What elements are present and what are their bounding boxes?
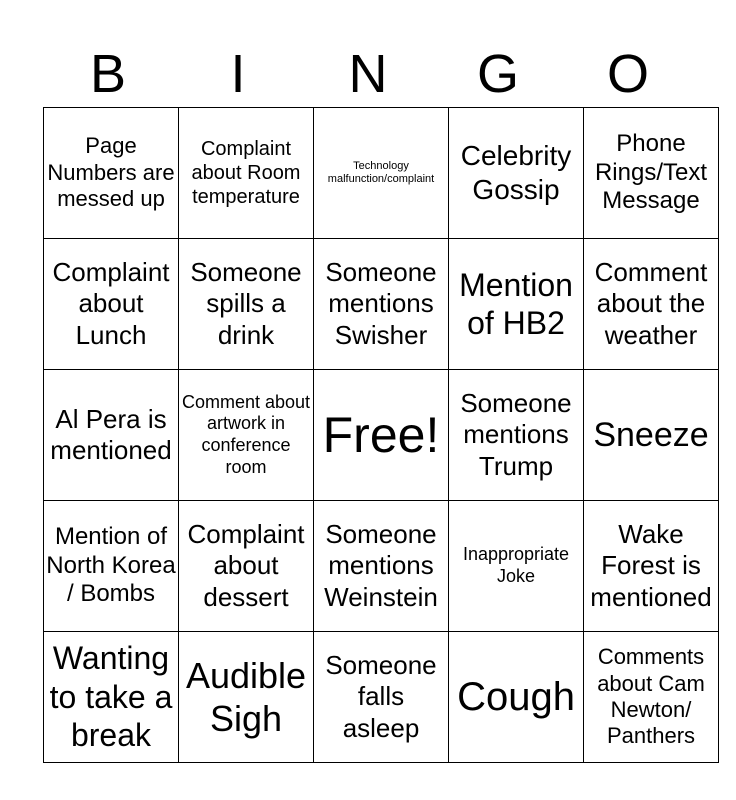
header-letter-g: G bbox=[476, 44, 519, 104]
bingo-cell[interactable] bbox=[584, 108, 719, 239]
bingo-cell[interactable] bbox=[179, 501, 314, 632]
bingo-cell[interactable] bbox=[179, 632, 314, 763]
cell-text: Wake Forest is mentioned bbox=[590, 519, 712, 612]
header-letter-o: O bbox=[606, 44, 649, 104]
bingo-cell[interactable] bbox=[44, 501, 179, 632]
cell-text: Complaint about Lunch bbox=[52, 257, 170, 350]
board-row bbox=[44, 501, 719, 632]
bingo-cell[interactable] bbox=[44, 108, 179, 239]
bingo-cell[interactable] bbox=[314, 501, 449, 632]
cell-text: Mention of North Korea / Bombs bbox=[46, 522, 176, 608]
cell-text: Someone mentions Trump bbox=[460, 388, 572, 481]
bingo-cell[interactable] bbox=[44, 239, 179, 370]
bingo-cell[interactable] bbox=[584, 370, 719, 501]
bingo-cell[interactable] bbox=[314, 632, 449, 763]
bingo-cell[interactable] bbox=[449, 370, 584, 501]
bingo-cell[interactable] bbox=[449, 239, 584, 370]
bingo-cell[interactable] bbox=[314, 370, 449, 501]
bingo-cell[interactable] bbox=[584, 501, 719, 632]
board-row bbox=[44, 108, 719, 239]
bingo-cell[interactable] bbox=[449, 501, 584, 632]
cell-text: Comments about Cam Newton/ Panthers bbox=[597, 644, 705, 749]
cell-text: Cough bbox=[457, 675, 575, 719]
bingo-cell[interactable] bbox=[44, 370, 179, 501]
cell-text: Mention of HB2 bbox=[459, 266, 573, 341]
header-letter-n: N bbox=[348, 44, 388, 104]
cell-text: Page Numbers are messed up bbox=[47, 133, 175, 212]
cell-text: Comment about artwork in conference room bbox=[181, 391, 311, 477]
bingo-cell[interactable] bbox=[314, 108, 449, 239]
cell-text: Audible Sigh bbox=[185, 654, 307, 739]
cell-text: Complaint about Room temperature bbox=[191, 138, 301, 208]
cell-text: Phone Rings/Text Message bbox=[594, 129, 708, 215]
cell-text: Technology malfunction/complaint bbox=[327, 159, 435, 185]
cell-text: Sneeze bbox=[593, 415, 709, 454]
bingo-cell[interactable] bbox=[584, 632, 719, 763]
cell-text: Celebrity Gossip bbox=[460, 140, 572, 205]
cell-text: Al Pera is mentioned bbox=[50, 403, 172, 465]
header-letter-i: I bbox=[230, 44, 246, 104]
bingo-cell[interactable] bbox=[449, 108, 584, 239]
cell-text: Someone mentions Weinstein bbox=[324, 519, 438, 612]
cell-text: Complaint about dessert bbox=[187, 519, 305, 612]
bingo-cell[interactable] bbox=[179, 108, 314, 239]
board-row bbox=[44, 632, 719, 763]
cell-text: Someone mentions Swisher bbox=[325, 257, 437, 350]
bingo-header bbox=[43, 40, 693, 108]
board-row bbox=[44, 370, 719, 501]
bingo-cell[interactable] bbox=[44, 632, 179, 763]
bingo-cell[interactable] bbox=[314, 239, 449, 370]
bingo-cell[interactable] bbox=[179, 370, 314, 501]
cell-text: Inappropriate Joke bbox=[462, 544, 570, 586]
free-cell-text: Free! bbox=[322, 407, 440, 463]
bingo-cell[interactable] bbox=[584, 239, 719, 370]
bingo-board bbox=[43, 107, 719, 763]
board-row bbox=[44, 239, 719, 370]
header-letter-b: B bbox=[89, 44, 127, 104]
bingo-cell[interactable] bbox=[179, 239, 314, 370]
cell-text: Wanting to take a break bbox=[49, 640, 173, 754]
cell-text: Someone spills a drink bbox=[190, 257, 302, 350]
cell-text: Comment about the weather bbox=[594, 257, 708, 350]
cell-text: Someone falls asleep bbox=[325, 650, 437, 743]
bingo-cell[interactable] bbox=[449, 632, 584, 763]
